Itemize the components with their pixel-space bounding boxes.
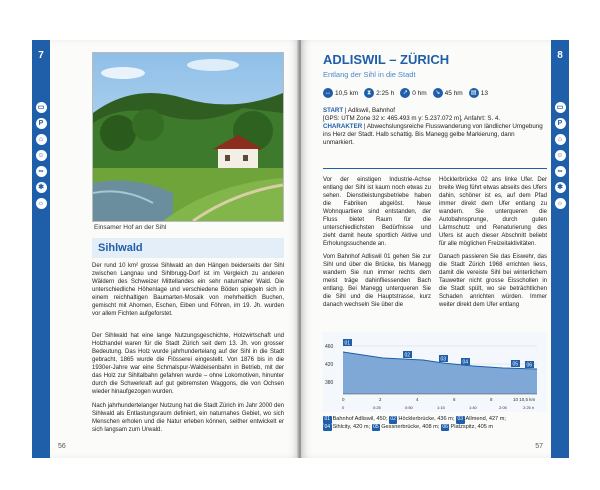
child-icon: ☺: [556, 152, 564, 159]
legend-item: [323, 424, 370, 430]
legend-text: Allmend, 427 m;: [465, 416, 506, 422]
left-strip-icons: [32, 102, 50, 209]
waypoints-icon: ▤: [469, 88, 479, 98]
x-tick: 6: [453, 397, 456, 402]
right-page: [301, 40, 569, 458]
stat-distance: [323, 88, 358, 98]
y-tick: 420: [325, 362, 334, 368]
marker-label: 05: [512, 361, 519, 368]
child-icon: ☺: [37, 152, 45, 159]
legend-item: [323, 416, 387, 422]
section-title: Sihlwald: [98, 242, 143, 254]
time-tick: 2:25 h: [523, 405, 535, 410]
bus-icon: ▭: [36, 102, 47, 113]
bike-icon: ∞: [555, 166, 566, 177]
route-stats: [323, 88, 488, 98]
bike-icon: ∞: [36, 166, 47, 177]
x-tick: 2: [379, 397, 382, 402]
legend-badge: 05: [373, 423, 379, 430]
ascent-icon: ↗: [400, 88, 410, 98]
col2-paragraph-1: Höcklerbrücke 02 ans linke Ufer. Der breite Weg führt etwas abseits des Ufers dahin, schöner ist es, auf dem Pfad immer direkt dem Ufer entlang zu wandern. Sie unterqueren die Autobahnsprunge, durch guten Lärmschutz und Renaturierung des Ufers ist auch dieser Abschnitt beliebt für alle möglichen Freizeitaktivitäten.: [439, 177, 547, 247]
left-page: [32, 40, 299, 458]
legend-badge: 01: [324, 416, 331, 422]
left-page-number: 7: [38, 50, 44, 61]
stat-duration-value: 2:25 h: [376, 89, 395, 97]
parking-icon: P: [36, 118, 47, 129]
stat-descent-value: 45 hm: [444, 89, 463, 97]
x-tick: 4: [416, 397, 419, 402]
start-label: START: [323, 107, 344, 114]
hourglass-icon: ⧗: [364, 88, 374, 98]
character-label: CHARAKTER: [323, 123, 363, 130]
stat-waypoints-value: 13: [480, 89, 488, 97]
open-book: [32, 40, 569, 458]
legend-item: [389, 416, 455, 422]
legend-text: Gessnerbrücke, 408 m;: [381, 423, 440, 430]
col1-paragraph-2: Vom Bahnhof Adliswil 01 gehen Sie zur Sihl und über die Brücke, bis Manegg wandern Sie nun immer rechts dem meist träge dahinfliessenden Bach entlang. Bei Manegg unterqueren Sie die Sihl und die Hauptstrasse, kurz danach wechseln Sie über die: [323, 254, 431, 308]
time-tick: 1:40: [469, 405, 477, 410]
clock-icon: ↔: [325, 90, 331, 96]
right-side-strip: [551, 40, 569, 458]
right-footer-number: 57: [535, 443, 543, 450]
sun-icon: ☼: [555, 198, 566, 209]
route-info: [323, 107, 547, 147]
descent-icon: ↘: [433, 88, 443, 98]
left-footer-number: 56: [58, 443, 66, 450]
route-title: ADLISWIL – ZÜRICH: [323, 52, 450, 67]
time-tick: 1:15: [437, 405, 445, 410]
paragraph-1: Der rund 10 km² grosse Sihlwald an den Hängen beiderseits der Sihl zwischen Langnau und Sihlbrugg-Dorf ist im Vergleich zu anderen Wäldern des Schweizer Mittellandes ein sehr naturnaher Wald. Die unterschiedliche Höhenlage und verschiedene Böden spiegeln sich in einem reichhaltigen Baumarten-Mosaik von mehrheitlich Buchen, gemischt mit Ahornen, Eschen, Eiben und Föhren, im 19. Jh. wurden vor allem Fichten aufgeforstet.: [92, 263, 284, 317]
section-header: [92, 238, 284, 258]
marker-label: 01: [344, 340, 351, 347]
time-tick: 2:05: [499, 405, 507, 410]
col2-paragraph-2: Danach passieren Sie das Eiswehr, das die Stadt Zürich 1968 errichten liess, damit die vereiste Sihl bei winterlichem Tauwetter nicht grosse Eisschollen in die Stadt spült, wo sie beträchtlichen Schaden anrichten würden. Immer weiter direkt dem Ufer entlang: [439, 254, 547, 308]
parking-icon: P: [555, 118, 566, 129]
legend-text: Sihlcity, 420 m;: [332, 423, 371, 430]
snow-icon: ✱: [36, 182, 47, 193]
text-column-1: [323, 176, 431, 309]
marker-label: 04: [462, 359, 469, 366]
x-tick: 8: [490, 397, 493, 402]
y-tick: 460: [325, 344, 334, 350]
right-strip-icons: [551, 102, 569, 209]
photo-caption: Einsamer Hof an der Sihl: [94, 224, 167, 231]
right-page-number: 8: [557, 50, 563, 61]
legend-item: [372, 424, 440, 430]
x-tick: 0: [342, 397, 345, 402]
paragraph-2: Der Sihlwald hat eine lange Nutzungsgeschichte, Holzwirtschaft und Holzhandel waren für die Stadt Zürich seit dem 13. Jh. von grosser Bedeutung. Das Holz wurde jahrhundertelang auf der Sihl in die Stadt gebracht, 1865 wurde die Flösserei eingestellt. Von 1876 bis in die 1930er-Jahre war eine Schmalspur-Waldeisenbahn in Betrieb, mit der das Holz zur Sihltalbahn gefahren wurde – ohne Lokomotiven, hinunter durch die Schwerkraft auf gut gebremsten Waggons, die von Ochsen wieder hinaufgezogen wurden.: [92, 333, 284, 395]
stat-distance-value: 10,5 km: [335, 89, 359, 97]
legend-text: Bahnhof Adliswil, 450;: [332, 416, 388, 422]
gps-text: [GPS: UTM Zone 32 x: 465.493 m y: 5.237.072 m], Anfahrt: S. 4.: [323, 115, 501, 122]
start-text: | Adliswil, Bahnhof: [344, 107, 396, 114]
marker-label: 03: [440, 356, 447, 363]
marker-label: 02: [404, 352, 411, 359]
legend-item: [456, 416, 506, 422]
time-tick: 0: [342, 405, 345, 410]
route-subtitle: Entlang der Sihl in die Stadt: [323, 70, 416, 79]
legend-text: Platzspitz, 405 m: [450, 423, 494, 430]
bus-icon: ▭: [555, 102, 566, 113]
stat-duration: [364, 88, 394, 98]
elevation-profile: [323, 332, 547, 412]
col1-paragraph-1: Vor der einstigen Industrie-Achse entlang der Sihl ist kaum noch etwas zu sehen. Dienstleistungsbetriebe haben die Fabriken abgelöst. Neue Wohnquartiere sind entstanden, der Fluss bietet Raum für die unterschiedlichsten Bedürfnisse und zieht damit heute sportlich Aktive und Erholungssuchende an.: [323, 177, 431, 247]
stat-ascent-value: 0 hm: [412, 89, 427, 97]
stat-ascent: [400, 88, 426, 98]
snow-icon: ✱: [555, 182, 566, 193]
x-tick: 10 10,5 km: [513, 397, 536, 402]
left-side-strip: [32, 40, 50, 458]
legend-badge: 02: [390, 416, 396, 422]
legend-badge: 04: [324, 423, 331, 430]
y-tick: 380: [325, 380, 334, 386]
waypoint-legend: [323, 416, 547, 431]
marker-label: 06: [526, 362, 533, 369]
time-tick: 0:50: [405, 405, 413, 410]
legend-item: [441, 424, 493, 430]
stat-waypoints: [469, 88, 488, 98]
farmhouse-photo: [92, 52, 284, 222]
hut-icon: ⌂: [36, 134, 47, 145]
legend-badge: 03: [457, 416, 464, 422]
text-column-2: [439, 176, 547, 309]
time-tick: 0:25: [373, 405, 381, 410]
stat-descent: [433, 88, 463, 98]
legend-badge: 06: [442, 423, 448, 430]
hut-icon: ⌂: [555, 134, 566, 145]
legend-text: Höcklerbrücke, 436 m;: [398, 416, 455, 422]
paragraph-3: Nach jahrhundertelanger Nutzung hat die Stadt Zürich im Jahr 2000 den Sihlwald als Entlastungsraum definiert, ein naturnahes Gebiet, wo sich Menschen erholen und die Natur erleben können, seither entwickelt er sich langsam zum Urwald.: [92, 403, 284, 433]
character-text: | Abwechslungsreiche Flusswanderung von ländlicher Umgebung ins Herz der Stadt. Halb schattig. Bis Manegg gelbe Markierung, dann unmarkiert.: [323, 123, 543, 146]
sun-icon: ☼: [36, 198, 47, 209]
divider: [323, 168, 547, 169]
